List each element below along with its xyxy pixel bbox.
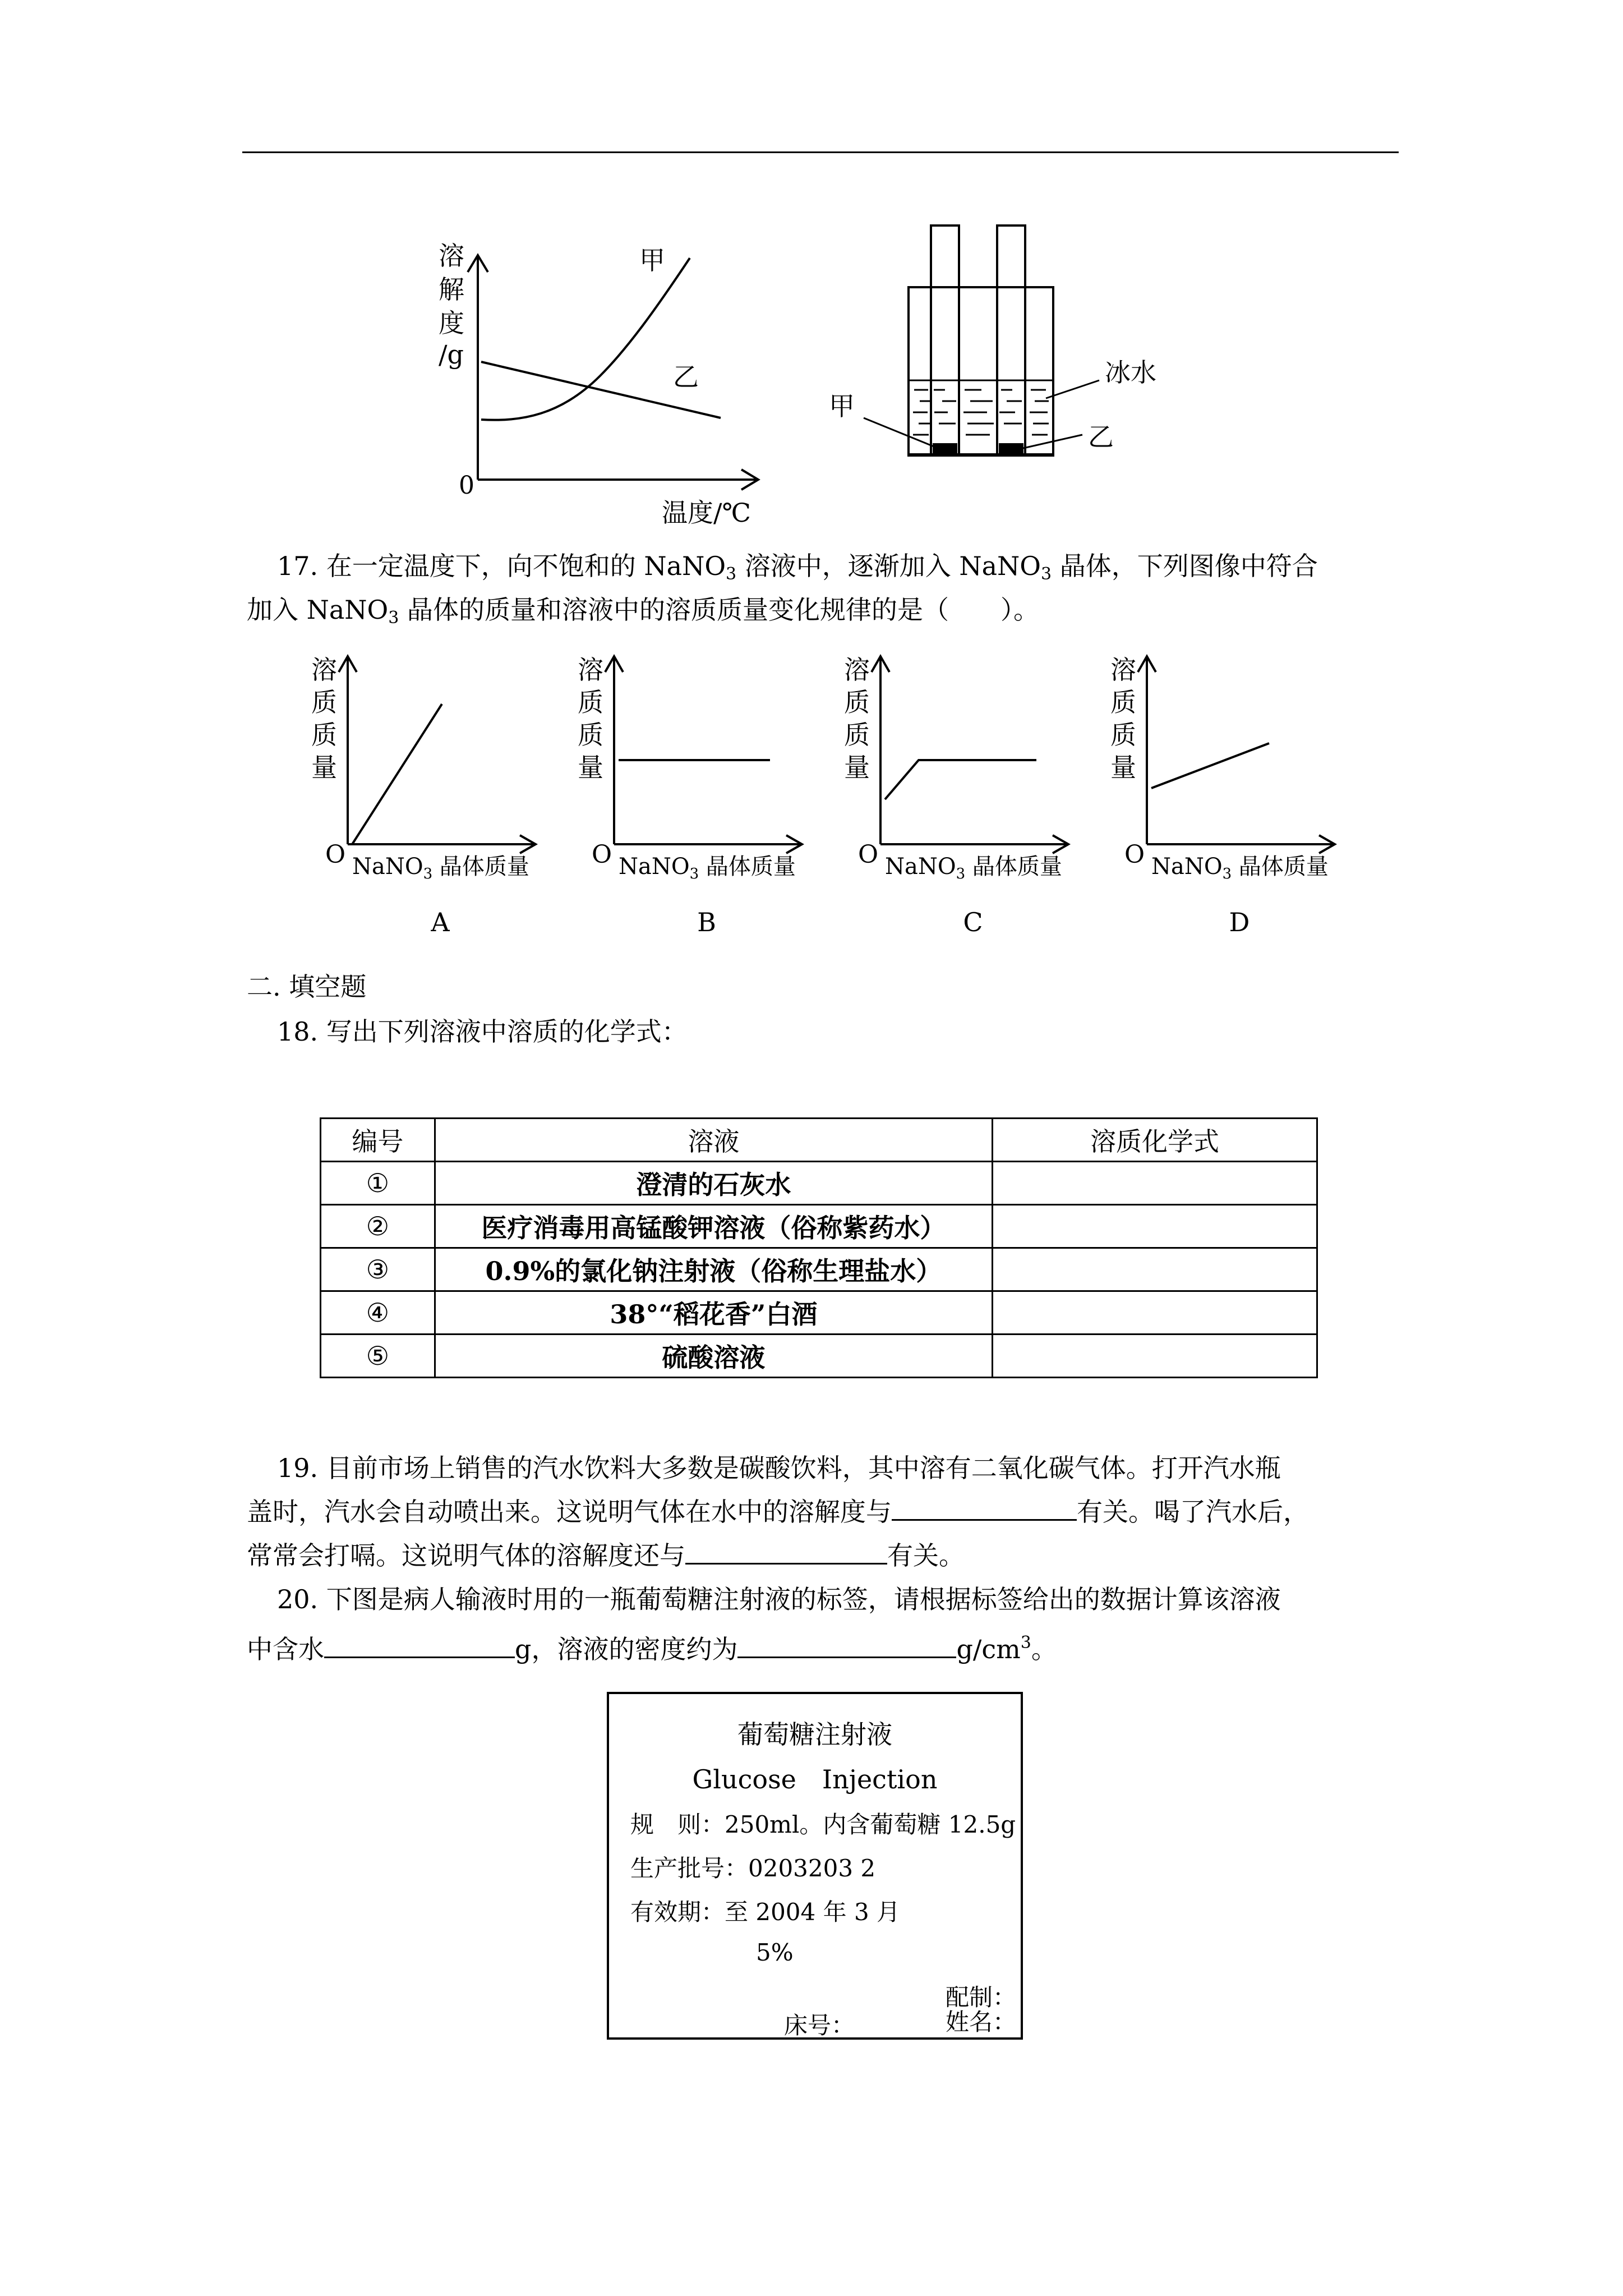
label-batch: 生产批号：0203203 2 <box>630 1855 876 1882</box>
q19-blank-2[interactable] <box>685 1537 887 1565</box>
row-no: ⑤ <box>321 1335 435 1378</box>
y-axis-char: 溶 <box>578 655 603 685</box>
origin-label: O <box>1124 840 1145 869</box>
option-chart-c <box>830 651 1094 942</box>
option-chart-b <box>564 651 827 942</box>
row-solution: 医疗消毒用高锰酸钾溶液（俗称紫药水） <box>435 1205 992 1248</box>
table-row <box>321 1291 1317 1335</box>
q19-line3: 常常会打嗝。这说明气体的溶解度还与 有关。 <box>247 1534 965 1577</box>
table-row <box>321 1205 1317 1248</box>
section-title: 二. 填空题 <box>247 972 367 1002</box>
apparatus-label-yi: 乙 <box>1088 422 1114 452</box>
row-formula-blank[interactable] <box>993 1335 1317 1378</box>
data-line <box>1151 743 1269 788</box>
label-percent: 5% <box>756 1939 794 1966</box>
row-no: ② <box>321 1205 435 1248</box>
y-axis-char: 质 <box>578 720 603 750</box>
y-axis-char: 量 <box>578 752 603 783</box>
table-header-row <box>321 1119 1317 1162</box>
y-axis-char: 溶 <box>311 655 337 685</box>
y-axis-char: 质 <box>844 687 870 717</box>
q20-line2: 中含水 g，溶液的密度约为 $g/cm^3$。 <box>247 1621 1057 1671</box>
q19-blank-1[interactable] <box>892 1493 1077 1521</box>
table-row <box>321 1162 1317 1205</box>
table-row <box>321 1335 1317 1378</box>
row-solution: 澄清的石灰水 <box>435 1162 992 1205</box>
label-prepared: 配制： <box>946 1984 1017 2011</box>
y-axis-char-3: 度 <box>439 308 464 338</box>
y-axis-char: 量 <box>844 752 870 783</box>
origin-label: O <box>858 840 879 869</box>
header-no: 编号 <box>321 1119 435 1162</box>
origin-label: O <box>592 840 612 869</box>
q19-line2: 盖时，汽水会自动喷出来。这说明气体在水中的溶解度与 有关。喝了汽水后， <box>247 1490 1309 1534</box>
y-axis-char: 溶 <box>844 655 870 685</box>
row-formula-blank[interactable] <box>993 1291 1317 1335</box>
x-axis-label: NaNO$_3$ 晶体质量 <box>352 854 529 882</box>
q19-line1: 19. 目前市场上销售的汽水饮料大多数是碳酸饮料，其中溶有二氧化碳气体。打开汽水瓶 <box>277 1453 1281 1483</box>
row-no: ③ <box>321 1248 435 1291</box>
option-letter: B <box>697 907 716 937</box>
y-axis-char: 质 <box>311 687 337 717</box>
series-label-jia: 甲 <box>639 245 665 275</box>
q18-text: 18. 写出下列溶液中溶质的化学式： <box>277 1016 688 1047</box>
x-axis-label: NaNO$_3$ 晶体质量 <box>619 854 796 882</box>
y-axis-char: 量 <box>1110 752 1136 783</box>
curve-jia <box>481 258 690 420</box>
y-axis-char: 溶 <box>1110 655 1136 685</box>
q20-line1: 20. 下图是病人输液时用的一瓶葡萄糖注射液的标签，请根据标签给出的数据计算该溶液 <box>277 1584 1281 1614</box>
q20-blank-density[interactable] <box>737 1631 956 1658</box>
option-letter: C <box>963 907 983 937</box>
origin-label: 0 <box>459 471 474 500</box>
y-axis-char: 质 <box>311 720 337 750</box>
header-rule <box>242 151 1399 153</box>
label-name: 姓名： <box>946 2008 1017 2036</box>
row-no: ① <box>321 1162 435 1205</box>
y-axis-char-2: 解 <box>439 274 464 305</box>
header-solution: 溶液 <box>435 1119 992 1162</box>
origin-label: O <box>325 840 346 869</box>
solution-table <box>320 1117 1318 1378</box>
label-subtitle: Glucose Injection <box>692 1764 938 1795</box>
label-spec: 规 则：250ml。内含葡萄糖 12.5g <box>630 1811 1016 1838</box>
header-formula: 溶质化学式 <box>993 1119 1317 1162</box>
option-chart-a <box>297 651 561 942</box>
x-axis-label: NaNO$_3$ 晶体质量 <box>885 854 1062 882</box>
ice-water-apparatus <box>819 219 1189 477</box>
solubility-graph <box>415 224 774 539</box>
y-axis-char: 质 <box>578 687 603 717</box>
y-axis-char-4: /g <box>439 339 464 370</box>
y-axis-char-1: 溶 <box>439 241 464 271</box>
apparatus-label-ice: 冰水 <box>1105 357 1156 388</box>
series-label-yi: 乙 <box>673 362 699 392</box>
option-chart-d <box>1096 651 1360 942</box>
row-solution: 硫酸溶液 <box>435 1335 992 1378</box>
q20-blank-water[interactable] <box>324 1631 515 1658</box>
row-no: ④ <box>321 1291 435 1335</box>
y-axis-char: 质 <box>844 720 870 750</box>
apparatus-label-jia: 甲 <box>829 391 855 421</box>
q17-line1: 17. 在一定温度下，向不饱和的 NaNO$_3$ 溶液中，逐渐加入 NaNO$_3$ 晶体，下列图像中符合 <box>277 551 1318 584</box>
y-axis-char: 质 <box>1110 687 1136 717</box>
option-letter: A <box>431 907 450 937</box>
table-row <box>321 1248 1317 1291</box>
y-axis-char: 质 <box>1110 720 1136 750</box>
label-expiry: 有效期：至 2004 年 3 月 <box>630 1898 901 1926</box>
row-formula-blank[interactable] <box>993 1205 1317 1248</box>
data-line <box>885 760 1036 799</box>
q17-line2: 加入 NaNO$_3$ 晶体的质量和溶液中的溶质质量变化规律的是（ ）。 <box>247 595 1039 628</box>
row-formula-blank[interactable] <box>993 1248 1317 1291</box>
row-formula-blank[interactable] <box>993 1162 1317 1205</box>
y-axis-char: 量 <box>311 752 337 783</box>
label-bed: 床号： <box>784 2012 855 2039</box>
x-axis-label: NaNO$_3$ 晶体质量 <box>1151 854 1329 882</box>
data-line <box>352 704 442 844</box>
x-axis-label: 温度/℃ <box>662 498 751 528</box>
row-solution: 38°“稻花香”白酒 <box>435 1291 992 1335</box>
row-solution: 0.9%的氯化钠注射液（俗称生理盐水） <box>435 1248 992 1291</box>
option-letter: D <box>1229 907 1250 937</box>
label-title: 葡萄糖注射液 <box>737 1719 892 1750</box>
glucose-label <box>607 1692 1023 2040</box>
